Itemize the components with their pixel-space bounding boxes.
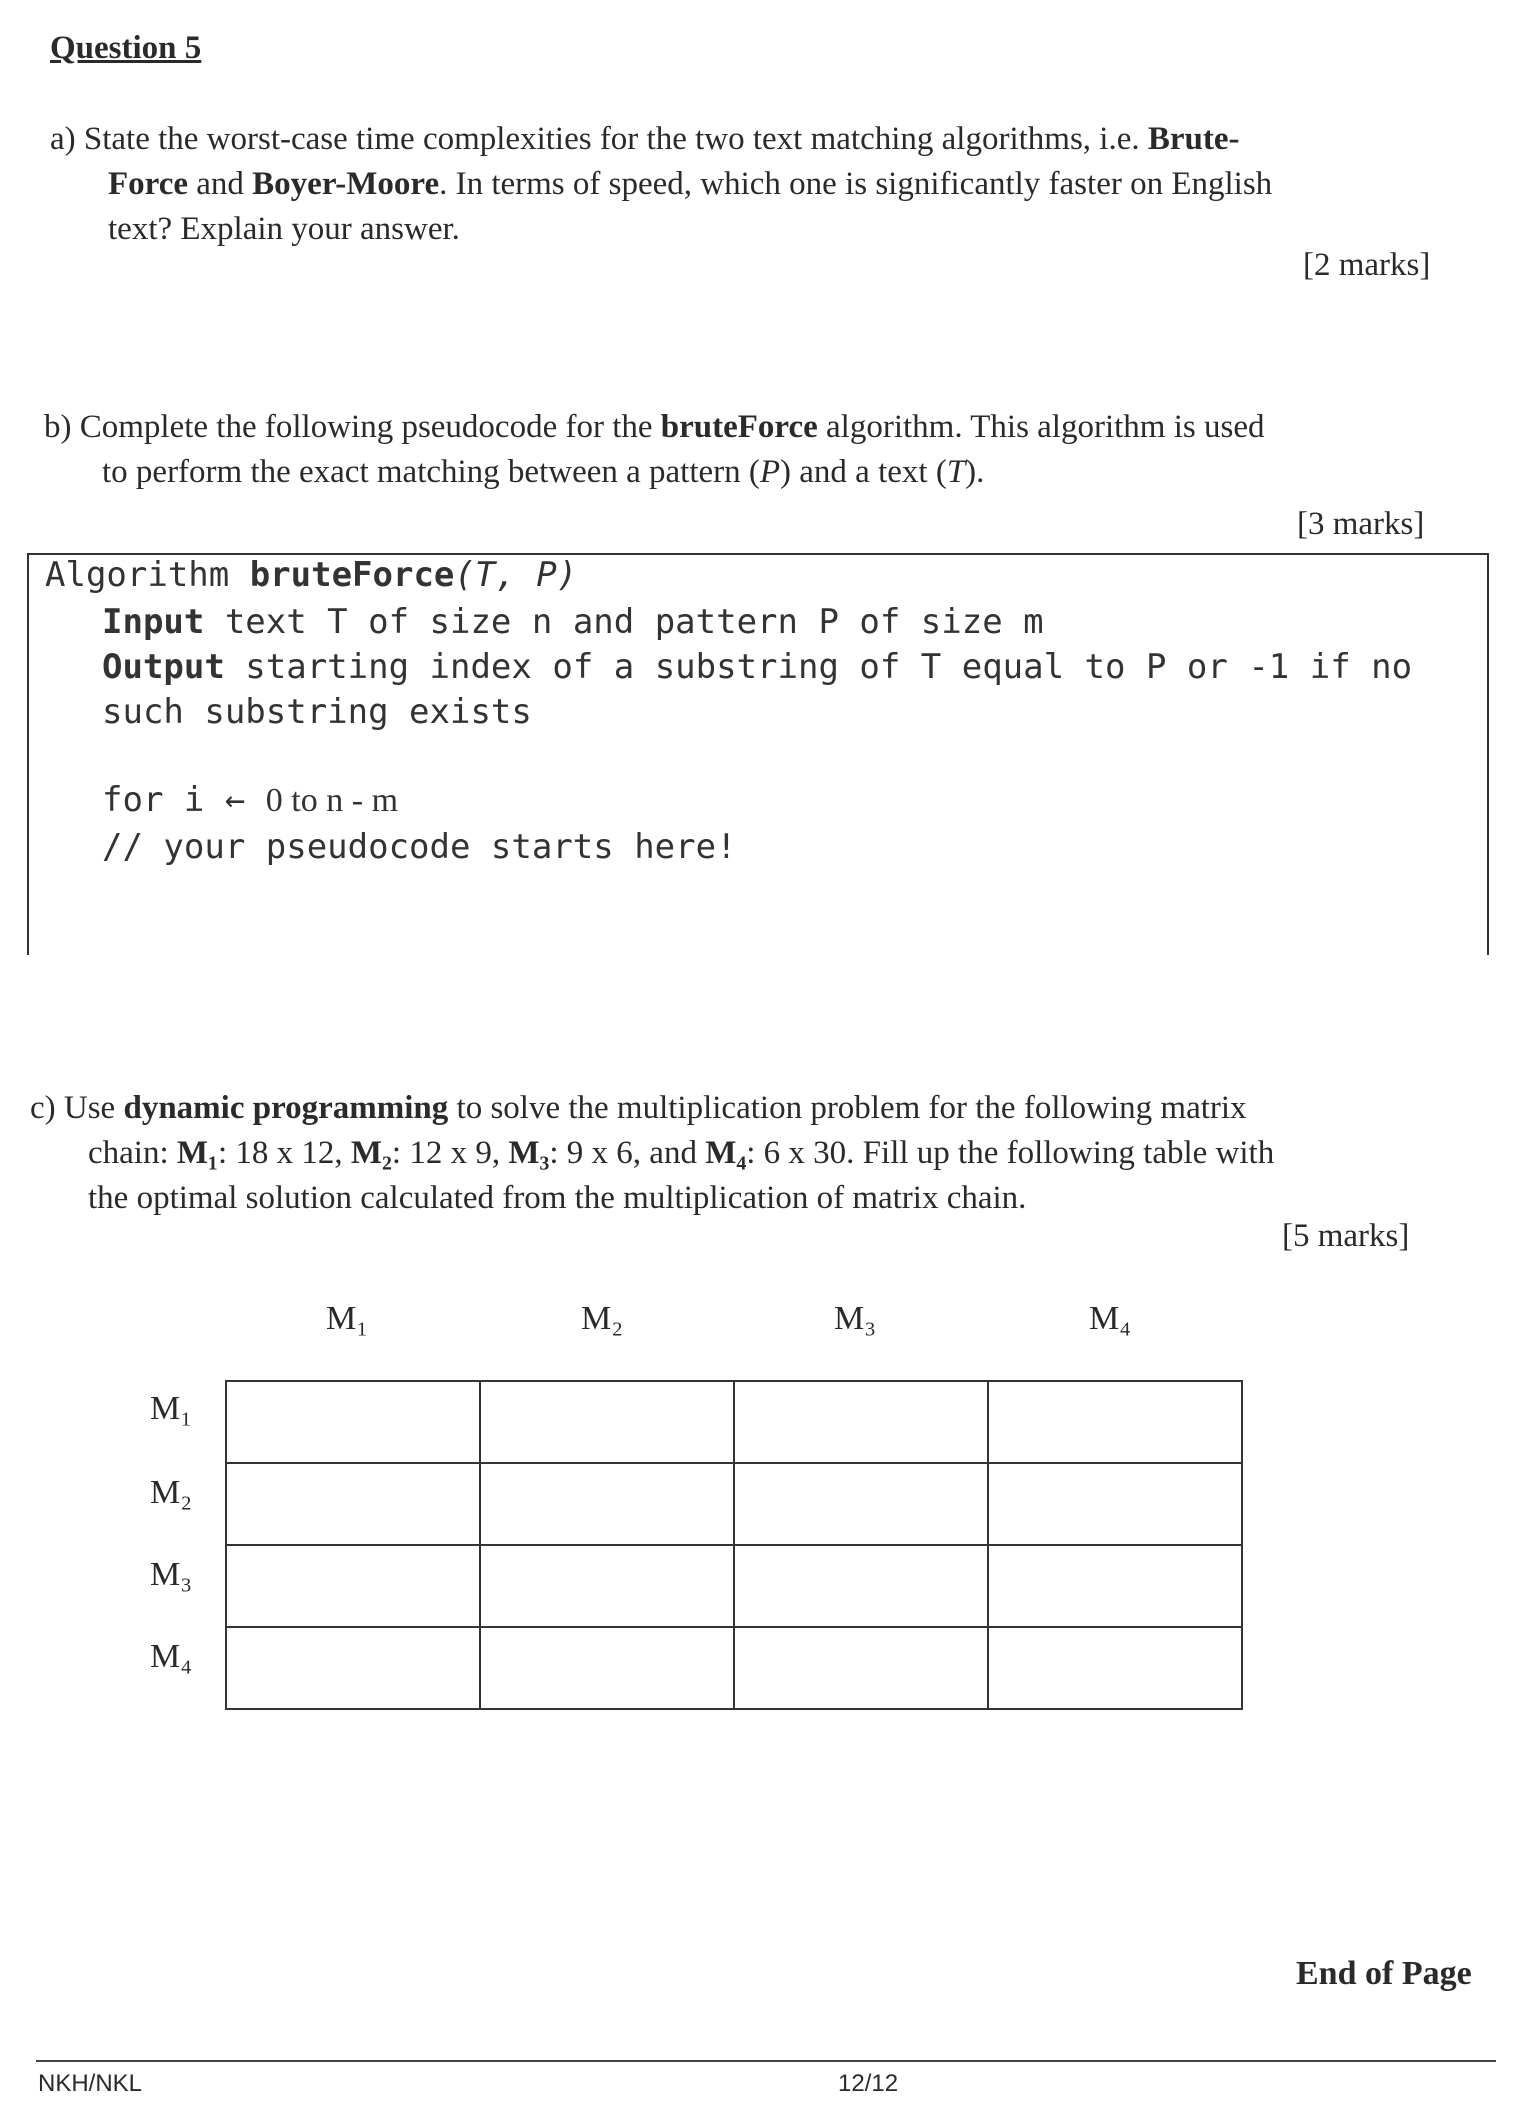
text-segment: : 9 x 6, and [549, 1135, 706, 1171]
text-line [50, 117, 1272, 162]
part-c-marks: [5 marks] [1282, 1218, 1410, 1254]
col-header-m1: M₁ [326, 1300, 369, 1337]
text-segment: algorithm. This algorithm is used [817, 409, 1265, 445]
text-segment: to solve the multiplication problem for the following matrix [448, 1090, 1247, 1126]
text-line [44, 405, 1264, 450]
part-a-text [50, 117, 1272, 252]
table-cell[interactable] [226, 1627, 480, 1709]
bold-term: M₃ [508, 1135, 550, 1171]
output-line [102, 647, 1412, 687]
part-b-text [44, 405, 1264, 495]
bold-term: M₄ [705, 1135, 747, 1171]
bold-term: Boyer-Moore [252, 166, 440, 202]
bold-term: M₂ [350, 1135, 392, 1171]
part-c-text [30, 1086, 1274, 1221]
table-row [226, 1545, 1242, 1627]
table-cell[interactable] [480, 1545, 734, 1627]
table-cell[interactable] [988, 1545, 1242, 1627]
text-segment: text? Explain your answer. [108, 211, 460, 247]
text-segment: to perform the exact matching between a pattern ( [102, 454, 760, 490]
left-arrow-icon: ← [224, 780, 246, 820]
bold-term: dynamic programming [123, 1090, 449, 1126]
output-continuation: such substring exists [102, 692, 532, 732]
text-segment: T [946, 454, 966, 490]
row-header-m3: M₃ [150, 1556, 193, 1593]
table-cell[interactable] [226, 1463, 480, 1545]
table-cell[interactable] [734, 1381, 988, 1463]
row-header-m1: M₁ [150, 1390, 193, 1427]
text-line [44, 450, 1264, 495]
footer-divider [36, 2060, 1496, 2062]
output-text: starting index of a substring of T equal to P or -1 if no [224, 647, 1413, 687]
text-line [30, 1131, 1274, 1176]
part-b-marks: [3 marks] [1297, 506, 1425, 542]
table-cell[interactable] [480, 1627, 734, 1709]
for-line [102, 780, 398, 820]
bold-term: Brute- [1147, 121, 1240, 157]
text-segment: c) Use [30, 1090, 124, 1126]
text-line [30, 1086, 1274, 1131]
function-name: bruteForce [249, 555, 455, 595]
for-keyword: for i [102, 780, 225, 820]
text-segment: chain: [88, 1135, 177, 1171]
table-row [226, 1463, 1242, 1545]
input-text: text T of size n and pattern P of size m [204, 602, 1044, 642]
text-line [50, 207, 1272, 252]
bold-term: Force [108, 166, 189, 202]
table-row [226, 1627, 1242, 1709]
table-cell[interactable] [988, 1463, 1242, 1545]
table-cell[interactable] [480, 1381, 734, 1463]
table-cell[interactable] [734, 1545, 988, 1627]
row-header-m4: M₄ [150, 1638, 193, 1675]
question-title: Question 5 [50, 30, 202, 66]
col-header-m2: M₂ [581, 1300, 624, 1337]
input-keyword: Input [102, 602, 205, 642]
algorithm-signature [45, 555, 577, 595]
text-segment: ). [965, 454, 985, 490]
text-segment: the optimal solution calculated from the multiplication of matrix chain. [88, 1180, 1027, 1216]
function-args: (T, P) [454, 555, 578, 595]
text-segment: b) Complete the following pseudocode for the [44, 409, 661, 445]
table-row [226, 1381, 1242, 1463]
table-cell[interactable] [988, 1381, 1242, 1463]
keyword: Algorithm [45, 555, 250, 595]
col-header-m4: M₄ [1089, 1300, 1132, 1337]
text-segment: : 18 x 12, [217, 1135, 351, 1171]
text-line [50, 162, 1272, 207]
col-header-m3: M₃ [834, 1300, 877, 1337]
end-of-page: End of Page [1296, 1955, 1472, 1992]
row-header-m2: M₂ [150, 1474, 193, 1511]
table-cell[interactable] [480, 1463, 734, 1545]
table-cell[interactable] [734, 1627, 988, 1709]
text-segment: a) State the worst-case time complexities for the two text matching algorithms, i.e. [50, 121, 1148, 157]
bold-term: M₁ [176, 1135, 218, 1171]
pseudocode-box [27, 553, 1489, 955]
table-cell[interactable] [988, 1627, 1242, 1709]
for-range: 0 to n - m [265, 782, 399, 819]
text-segment: and [188, 166, 253, 202]
text-segment: . In terms of speed, which one is significantly faster on English [439, 166, 1273, 202]
input-line [102, 602, 1044, 642]
comment-line: // your pseudocode starts here! [102, 827, 737, 867]
table-cell[interactable] [226, 1381, 480, 1463]
page-number: 12/12 [838, 2070, 899, 2097]
table-cell[interactable] [226, 1545, 480, 1627]
bold-term: bruteForce [660, 409, 818, 445]
text-line [30, 1176, 1274, 1221]
text-segment: ) and a text ( [780, 454, 947, 490]
text-segment: P [759, 454, 781, 490]
text-segment: : 6 x 30. Fill up the following table with [746, 1135, 1275, 1171]
part-a-marks: [2 marks] [1303, 247, 1431, 283]
output-keyword: Output [102, 647, 225, 687]
text-segment: : 12 x 9, [391, 1135, 509, 1171]
dp-table [225, 1380, 1243, 1710]
footer-code: NKH/NKL [38, 2070, 143, 2097]
table-cell[interactable] [734, 1463, 988, 1545]
